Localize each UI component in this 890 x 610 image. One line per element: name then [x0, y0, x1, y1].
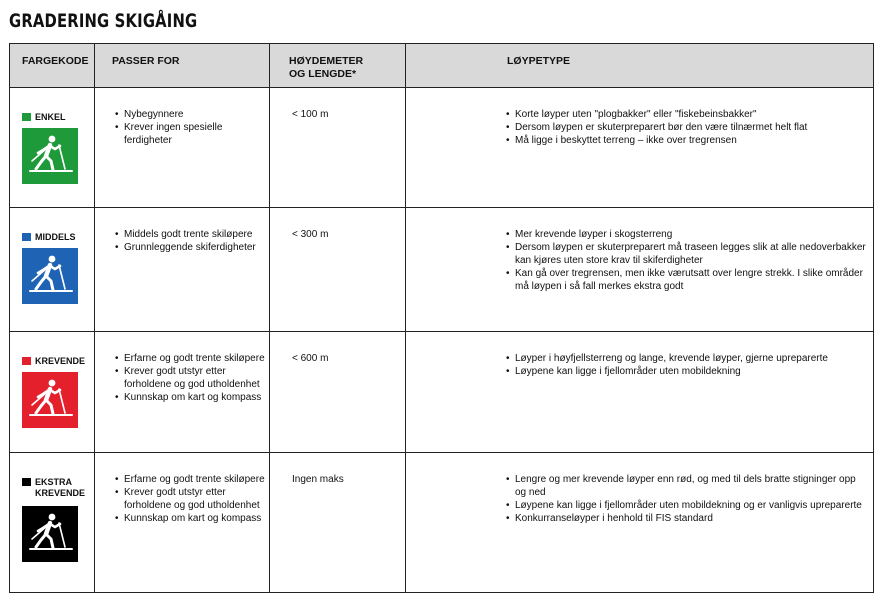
- header-fargekode: FARGEKODE: [22, 55, 89, 67]
- level-label: [22, 477, 85, 499]
- loypetype-list: [506, 108, 866, 147]
- color-swatch: [22, 233, 31, 241]
- list-item: • Kunnskap om kart og kompass: [115, 512, 265, 525]
- header-cell-hoydemeter: [269, 44, 405, 87]
- level-name: EKSTRA KREVENDE: [35, 477, 86, 498]
- skier-icon: [22, 248, 78, 304]
- color-swatch: [22, 478, 31, 486]
- height-value: Ingen maks: [292, 474, 344, 485]
- level-name: KREVENDE: [35, 356, 86, 366]
- level-label: [22, 232, 76, 243]
- list-item: • Konkurranseløyper i henhold til FIS standard: [506, 512, 866, 525]
- passer-for-cell: [94, 88, 269, 207]
- loypetype-cell: [405, 88, 873, 207]
- color-swatch: [22, 113, 31, 121]
- list-item: • Erfarne og godt trente skiløpere: [115, 352, 265, 365]
- header-cell-passer-for: [94, 44, 269, 87]
- list-item: • Krever godt utstyr etter forholdene og god utholdenhet: [115, 365, 265, 391]
- table-row-krevende: [10, 332, 873, 453]
- passer-for-list: [115, 473, 265, 525]
- skier-icon: [22, 372, 78, 428]
- loypetype-list: [506, 473, 866, 525]
- fargekode-cell: [10, 332, 94, 452]
- passer-for-cell: [94, 453, 269, 592]
- color-swatch: [22, 357, 31, 365]
- list-item: • Korte løyper uten "plogbakker" eller "fiskebeinsbakker": [506, 108, 866, 121]
- header-hoydemeter: HØYDEMETER OG LENGDE*: [289, 55, 364, 80]
- list-item: • Løypene kan ligge i fjellområder uten mobildekning og er vanligvis upreparerte: [506, 499, 866, 512]
- list-item: • Lengre og mer krevende løyper enn rød, og med til dels bratte stigninger opp og ned: [506, 473, 866, 499]
- hoyde-cell: [269, 88, 405, 207]
- list-item: • Løyper i høyfjellsterreng og lange, krevende løyper, gjerne upreparerte: [506, 352, 866, 365]
- fargekode-cell: [10, 453, 94, 592]
- header-cell-fargekode: [10, 44, 94, 87]
- passer-for-cell: [94, 332, 269, 452]
- loypetype-cell: [405, 332, 873, 452]
- loypetype-cell: [405, 208, 873, 331]
- list-item: • Må ligge i beskyttet terreng – ikke over tregrensen: [506, 134, 866, 147]
- passer-for-list: [115, 228, 265, 254]
- list-item: • Krever godt utstyr etter forholdene og god utholdenhet: [115, 486, 265, 512]
- hoyde-cell: [269, 332, 405, 452]
- height-value: < 100 m: [292, 109, 329, 120]
- list-item: • Kunnskap om kart og kompass: [115, 391, 265, 404]
- fargekode-cell: [10, 88, 94, 207]
- level-label: [22, 112, 66, 123]
- passer-for-list: [115, 352, 265, 404]
- grading-table: [9, 43, 874, 593]
- header-passer-for: PASSER FOR: [112, 55, 180, 67]
- loypetype-list: [506, 352, 866, 378]
- list-item: • Dersom løypen er skuterpreparert må traseen legges slik at alle nedoverbakker kan kjøres uten store krav til skiferdigheter: [506, 241, 866, 267]
- page-title: GRADERING SKIGÅING: [9, 10, 198, 32]
- loypetype-cell: [405, 453, 873, 592]
- table-header-row: [10, 44, 873, 88]
- passer-for-list: [115, 108, 265, 147]
- table-row-ekstra-krevende: [10, 453, 873, 592]
- skier-icon: [22, 128, 78, 184]
- header-cell-loypetype: [405, 44, 873, 87]
- list-item: • Mer krevende løyper i skogsterreng: [506, 228, 866, 241]
- level-label: [22, 356, 85, 367]
- height-value: < 600 m: [292, 353, 329, 364]
- table-row-enkel: [10, 88, 873, 208]
- height-value: < 300 m: [292, 229, 329, 240]
- loypetype-list: [506, 228, 866, 293]
- passer-for-cell: [94, 208, 269, 331]
- table-row-middels: [10, 208, 873, 332]
- list-item: • Kan gå over tregrensen, men ikke værutsatt over lengre strekk. I slike områder må løypen i så fall merkes ekstra godt: [506, 267, 866, 293]
- list-item: • Middels godt trente skiløpere: [115, 228, 265, 241]
- level-name: ENKEL: [35, 112, 66, 122]
- list-item: • Nybegynnere: [115, 108, 265, 121]
- hoyde-cell: [269, 453, 405, 592]
- list-item: • Dersom løypen er skuterpreparert bør den være tilnærmet helt flat: [506, 121, 866, 134]
- hoyde-cell: [269, 208, 405, 331]
- fargekode-cell: [10, 208, 94, 331]
- list-item: • Krever ingen spesielle ferdigheter: [115, 121, 265, 147]
- header-loypetype: LØYPETYPE: [507, 55, 571, 67]
- list-item: • Løypene kan ligge i fjellområder uten mobildekning: [506, 365, 866, 378]
- skier-icon: [22, 506, 78, 562]
- list-item: • Grunnleggende skiferdigheter: [115, 241, 265, 254]
- level-name: MIDDELS: [35, 232, 76, 242]
- list-item: • Erfarne og godt trente skiløpere: [115, 473, 265, 486]
